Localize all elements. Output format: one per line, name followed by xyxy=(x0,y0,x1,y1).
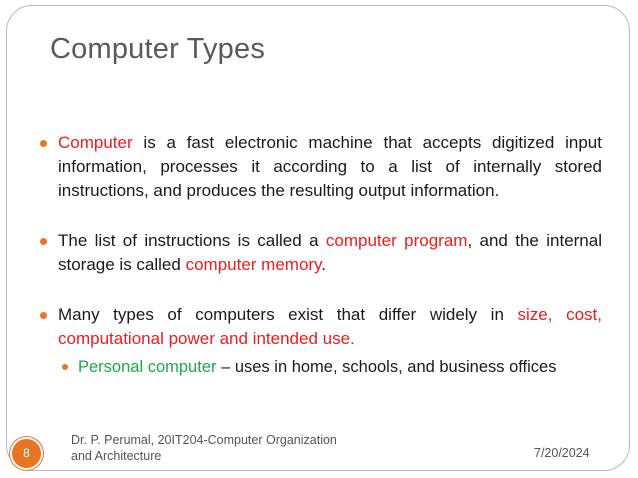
bullet-run: Many types of computers exist that differ widely in xyxy=(58,305,518,324)
bullet-run: is a fast electronic machine that accepts digitized input information, processes it according to a list of internally stored instructions, and produces the resulting output information. xyxy=(58,133,602,200)
bullet-computer-definition xyxy=(40,131,602,203)
slide-body xyxy=(40,131,602,379)
bullet-computer-types xyxy=(40,303,602,351)
sub-bullet-run: – uses in home, schools, and business offices xyxy=(216,358,557,376)
footer-author-course: Dr. P. Perumal, 20IT204-Computer Organization and Architecture xyxy=(71,433,337,463)
bullet-program-memory xyxy=(40,229,602,277)
bullet-dot-icon xyxy=(40,238,47,245)
slide-title: Computer Types xyxy=(50,33,266,65)
bullet-dot-icon xyxy=(40,140,47,147)
bullet-run: . xyxy=(321,255,327,274)
bullet-run: computer memory xyxy=(185,255,322,274)
bullet-run: The list of instructions is called a xyxy=(58,231,326,250)
sub-bullet-run: Personal computer xyxy=(78,358,217,376)
bullet-dot-icon xyxy=(40,312,47,319)
bullet-run: , and the internal storage is called xyxy=(58,231,602,274)
bullet-run: Computer xyxy=(58,133,133,152)
bullet-run: computer program xyxy=(325,231,468,250)
bullet-run: size, cost, computational power and intended use. xyxy=(58,305,602,348)
footer-date: 7/20/2024 xyxy=(534,446,590,460)
sub-bullet-dot-icon xyxy=(62,364,68,370)
sub-bullet-personal-computer xyxy=(40,355,602,379)
page-number-badge: 8 xyxy=(10,437,43,470)
